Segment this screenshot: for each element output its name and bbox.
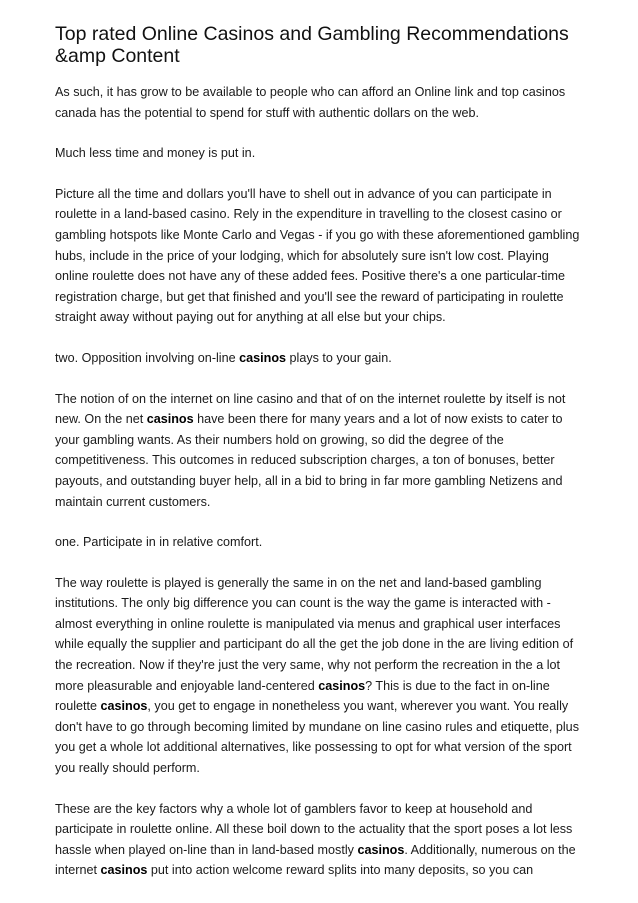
keyword-bold: casinos <box>357 842 405 857</box>
text-run: These are the key factors why a whole lot of gamblers favor to keep at household and participate in roulette online. All these boil down to the actuality that the sport poses a lot less hassle when played on-line than in land-based mostly <box>55 801 573 857</box>
paragraph-notion <box>55 389 582 513</box>
keyword-bold: casinos <box>146 412 194 427</box>
text-run: The notion of on the internet on line casino and that of on the internet roulette by itself is not new. On the net <box>55 391 566 427</box>
page-title: Top rated Online Casinos and Gambling Recommendations &amp Content <box>55 23 569 67</box>
keyword-bold: casinos <box>100 699 148 714</box>
paragraph-roulette-played <box>55 573 582 779</box>
text-run: ? This is due to the fact in on-line roulette <box>55 678 550 714</box>
paragraph-less-time: Much less time and money is put in. <box>55 146 256 161</box>
paragraph-intro: As such, it has grow to be available to people who can afford an Online link and top casinos canada has the potential to spend for stuff with authentic dollars on the web. <box>55 85 566 120</box>
paragraph-opposition <box>55 348 582 369</box>
text-run: have been there for many years and a lot of now exists to cater to your gambling wants. As their numbers hold on growing, so did the degree of the competitiveness. This outcomes in reduced subscription charges, a ton of bonuses, better payouts, and outstanding buyer help, all in a bid to bring in far more gambling Netizens and maintain current customers. <box>55 412 563 509</box>
keyword-bold: casinos <box>100 863 148 878</box>
text-run: plays to your gain. <box>286 350 392 365</box>
text-run: put into action welcome reward splits into many deposits, so you can <box>147 863 534 878</box>
keyword-bold: casinos <box>318 678 366 693</box>
paragraph-key-factors <box>55 799 582 881</box>
text-run: two. Opposition involving on-line <box>55 350 240 365</box>
text-run: , you get to engage in nonetheless you want, wherever you want. You really don't have to go through becoming limited by mundane on line casino rules and etiquette, plus you get a whole lot additional alternatives, like possessing to opt for what version of the sport you really should perform. <box>55 699 579 776</box>
text-run: The way roulette is played is generally the same in on the net and land-based gambling institutions. The only big difference you can count is the way the game is interacted with - almost everything in online roulette is manipulated via menus and graphical user interfaces while equally the supplier and participant do all the get the job done in the are living edition of the recreation. Now if they're just the very same, why not perform the recreation in the a lot more pleasurable and enjoyable land-centered <box>55 575 574 693</box>
paragraph-comfort: one. Participate in in relative comfort. <box>55 535 263 550</box>
paragraph-picture: Picture all the time and dollars you'll have to shell out in advance of you can participate in roulette in a land-based casino. Rely in the expenditure in travelling to the closest casino or gambling hotspots like Monte Carlo and Vegas - if you go with these aforementioned gambling hubs, include in the price of your lodging, which for absolutely sure isn't low cost. Playing online roulette does not have any of these added fees. Positive there's a one particular-time registration charge, but get that finished and you'll see the reward of participating in roulette straight away without paying out for anything at all else but your chips. <box>55 186 580 325</box>
keyword-bold: casinos <box>239 350 287 365</box>
text-run: . Additionally, numerous on the internet <box>55 842 576 878</box>
